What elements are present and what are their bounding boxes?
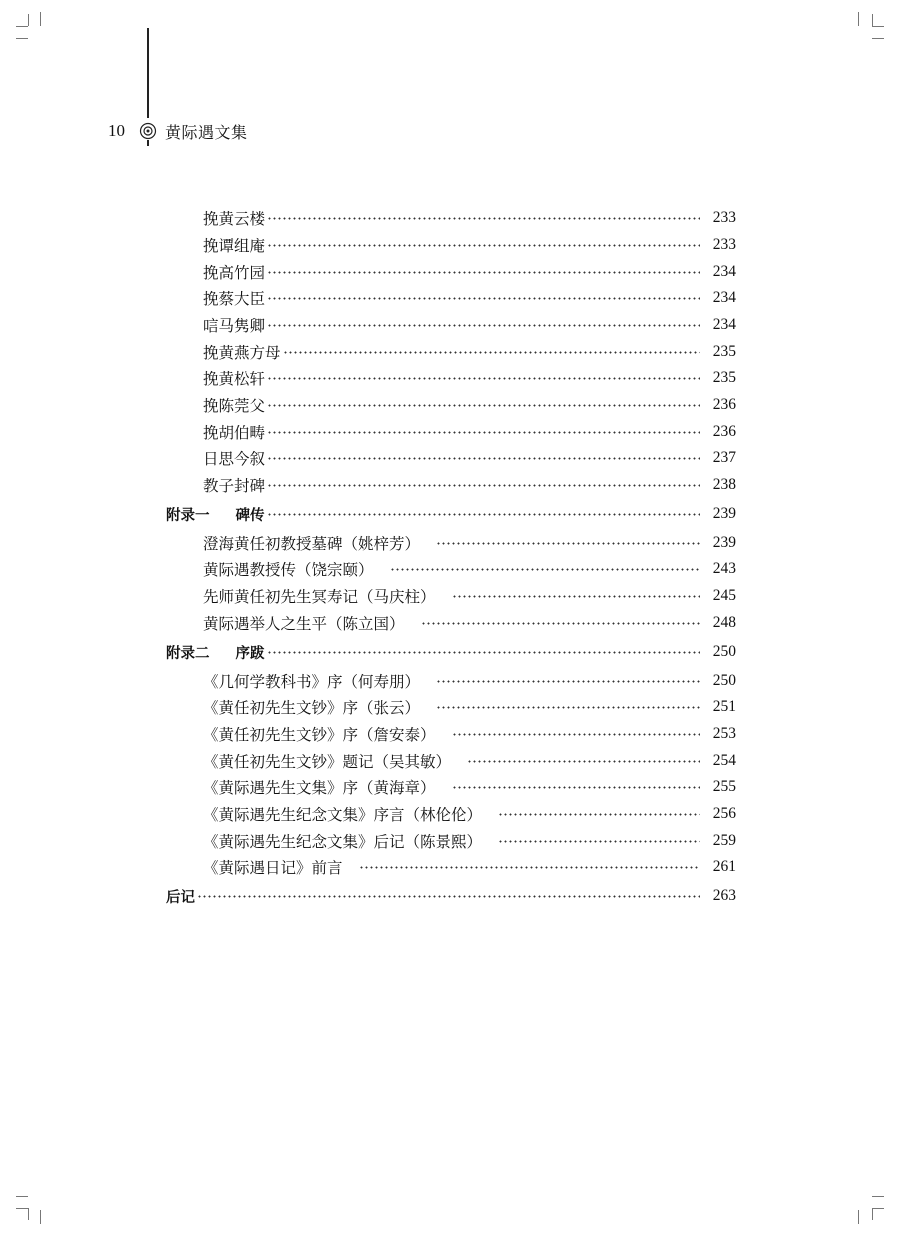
section-name: 序跋	[235, 645, 265, 662]
toc-entry[interactable]	[166, 365, 736, 391]
toc-entry-title: 挽高竹园	[203, 264, 266, 282]
toc-entry[interactable]	[166, 610, 736, 636]
dot-leader	[267, 292, 700, 304]
crop-mark	[858, 12, 859, 26]
toc-entry[interactable]	[166, 556, 736, 582]
toc-entry-page: 245	[712, 587, 736, 604]
toc-entry[interactable]	[166, 668, 736, 694]
toc-entry-page: 250	[712, 643, 736, 660]
running-header	[108, 120, 248, 142]
toc-entry-title: 挽陈莞父	[203, 397, 266, 415]
dot-leader	[467, 755, 700, 767]
toc-entry-page: 236	[712, 423, 736, 440]
crop-mark	[16, 1208, 28, 1209]
toc-entry[interactable]	[166, 583, 736, 609]
toc-entry[interactable]	[166, 419, 736, 445]
dot-leader	[436, 537, 700, 549]
dot-leader	[267, 319, 700, 331]
toc-entry[interactable]	[166, 392, 736, 418]
crop-mark	[16, 1196, 28, 1197]
toc-entry-page: 235	[712, 343, 736, 360]
dot-leader	[267, 426, 700, 438]
toc-entry-page: 253	[712, 725, 736, 742]
page-number: 10	[108, 121, 125, 140]
toc-section-appendix-2[interactable]	[166, 639, 736, 665]
dot-leader	[267, 266, 700, 278]
toc-entry[interactable]	[166, 445, 736, 471]
header-rule	[147, 28, 149, 118]
dot-leader	[267, 508, 701, 520]
dot-leader	[498, 808, 700, 820]
toc-entry[interactable]	[166, 285, 736, 311]
toc-section-postscript[interactable]	[166, 883, 736, 909]
toc-entry-page: 251	[712, 698, 736, 715]
dot-leader	[267, 399, 700, 411]
toc-entry[interactable]	[166, 205, 736, 231]
book-title: 黄际遇文集	[165, 122, 248, 142]
toc-section-title	[166, 642, 265, 663]
toc-entry-page: 256	[712, 805, 736, 822]
crop-mark	[872, 1208, 884, 1209]
dot-leader	[197, 890, 700, 902]
crop-mark	[40, 12, 41, 26]
toc-entry-title: 挽谭组庵	[203, 237, 266, 255]
crop-mark	[16, 26, 28, 27]
toc-entry-page: 254	[712, 752, 736, 769]
toc-entry-title: 黄际遇举人之生平（陈立国）	[203, 615, 405, 633]
toc-entry-title: 澄海黄任初教授墓碑（姚梓芳）	[203, 535, 421, 553]
toc-entry-title: 先师黄任初先生冥寿记（马庆柱）	[203, 588, 436, 606]
dot-leader	[390, 563, 700, 575]
dot-leader	[283, 346, 700, 358]
crop-mark	[872, 26, 884, 27]
toc-entry-page: 243	[712, 560, 736, 577]
toc-entry-page: 263	[712, 887, 736, 904]
toc-entry-title: 《黄际遇先生纪念文集》序言（林伦伦）	[203, 806, 483, 824]
toc-entry[interactable]	[166, 801, 736, 827]
crop-mark	[28, 14, 29, 26]
toc-entry-title: 《黄任初先生文钞》序（张云）	[203, 699, 421, 717]
toc-entry[interactable]	[166, 748, 736, 774]
crop-mark	[872, 1208, 873, 1220]
toc-entry-title: 《黄际遇先生文集》序（黄海章）	[203, 779, 436, 797]
dot-leader	[436, 701, 700, 713]
toc-entry[interactable]	[166, 312, 736, 338]
toc-entry-page: 233	[712, 236, 736, 253]
toc-entry-page: 233	[712, 209, 736, 226]
crop-mark	[40, 1210, 41, 1224]
crop-mark	[28, 1208, 29, 1220]
dot-leader	[267, 452, 700, 464]
dot-leader	[421, 617, 700, 629]
section-name: 碑传	[235, 507, 265, 524]
toc-entry-page: 237	[712, 449, 736, 466]
toc-entry-page: 255	[712, 778, 736, 795]
dot-leader	[267, 212, 700, 224]
toc-entry-title: 《黄际遇日记》前言	[203, 859, 343, 877]
toc-entry[interactable]	[166, 472, 736, 498]
toc-entry-page: 239	[712, 505, 736, 522]
dot-leader	[267, 239, 700, 251]
toc-entry[interactable]	[166, 232, 736, 258]
toc-entry[interactable]	[166, 854, 736, 880]
crop-mark	[872, 1196, 884, 1197]
crop-mark	[858, 1210, 859, 1224]
toc-entry-page: 234	[712, 289, 736, 306]
toc-entry-title: 《黄任初先生文钞》题记（吴其敏）	[203, 753, 452, 771]
toc-entry-title: 黄际遇教授传（饶宗颐）	[203, 561, 374, 579]
toc-entry[interactable]	[166, 774, 736, 800]
toc-entry[interactable]	[166, 259, 736, 285]
toc-entry-page: 239	[712, 534, 736, 551]
toc-entry-title: 挽蔡大臣	[203, 290, 266, 308]
toc-section-appendix-1[interactable]	[166, 501, 736, 527]
toc-entry-title: 《几何学教科书》序（何寿朋）	[203, 673, 421, 691]
dot-leader	[267, 479, 700, 491]
toc-entry-page: 234	[712, 263, 736, 280]
toc-entry[interactable]	[166, 530, 736, 556]
dot-leader	[267, 372, 700, 384]
section-label: 附录一	[166, 507, 210, 524]
dot-leader	[452, 590, 700, 602]
toc-entry[interactable]	[166, 694, 736, 720]
dot-leader	[498, 835, 700, 847]
toc-entry-title: 挽胡伯畴	[203, 424, 266, 442]
section-label: 附录二	[166, 645, 210, 662]
toc-entry-title: 挽黄燕方母	[203, 344, 281, 362]
toc-entry-title: 《黄际遇先生纪念文集》后记（陈景熙）	[203, 833, 483, 851]
dot-leader	[452, 728, 700, 740]
toc-entry-title: 教子封碑	[203, 477, 266, 495]
toc-section-title: 后记	[166, 889, 195, 906]
toc-entry-title: 《黄任初先生文钞》序（詹安泰）	[203, 726, 436, 744]
toc-entry[interactable]	[166, 339, 736, 365]
toc-entry-page: 236	[712, 396, 736, 413]
toc-entry-page: 250	[712, 672, 736, 689]
toc-entry[interactable]	[166, 721, 736, 747]
crop-mark	[872, 38, 884, 39]
crop-mark	[872, 14, 873, 26]
dot-leader	[436, 675, 700, 687]
toc-entry-title: 日思今叙	[203, 450, 266, 468]
toc-entry-page: 238	[712, 476, 736, 493]
toc-entry-page: 248	[712, 614, 736, 631]
toc-entry-page: 259	[712, 832, 736, 849]
crop-mark	[16, 38, 28, 39]
toc-entry-title: 唁马隽卿	[203, 317, 266, 335]
toc-section-title	[166, 504, 265, 525]
dot-leader	[359, 861, 700, 873]
dot-leader	[267, 646, 701, 658]
toc-entry-page: 234	[712, 316, 736, 333]
toc-entry-title: 挽黄松轩	[203, 370, 266, 388]
toc-entry-page: 235	[712, 369, 736, 386]
dot-leader	[452, 781, 700, 793]
toc-entry-title: 挽黄云楼	[203, 210, 266, 228]
toc-entry-page: 261	[712, 858, 736, 875]
circle-ornament-icon	[139, 122, 157, 140]
toc-entry[interactable]	[166, 828, 736, 854]
